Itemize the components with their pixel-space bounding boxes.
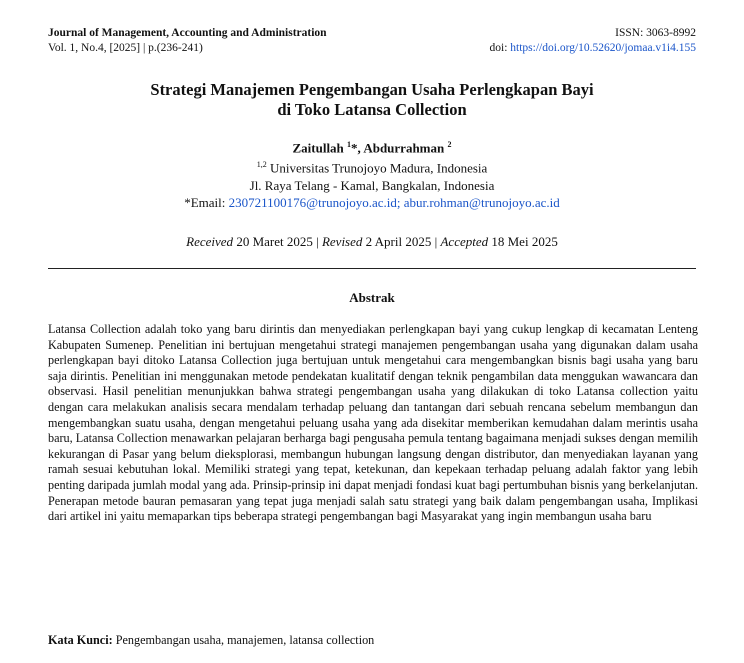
keywords (48, 633, 698, 649)
affiliation (48, 156, 696, 176)
email-1-link[interactable]: 230721100176@trunojoyo.ac.id; (228, 194, 401, 210)
doi-label: doi: (489, 42, 508, 54)
keywords-value: Pengembangan usaha, manajemen, latansa collection (115, 633, 375, 647)
doi (490, 41, 696, 56)
abstract-text: Latansa Collection adalah toko yang baru dirintis dan menyediakan perlengkapan bayi yang cukup lengkap di kecamatan Lenteng Kabupaten Sumenep. Penelitian ini bertujuan mengetahui strategi manajemen pengembangan usaha yang digunakan dalam usaha perlengkapan bayi ditoko Latansa Collection juga bertujuan untuk mengetahui cara mengembangkan bisnis bagi usaha yang baru saja dirintis. Penelitian ini menggunakan metode pendekatan kualitatif dengan teknik pengambilan data menggukan wawancara dan observasi. Hasil penelitian menunjukkan bahwa strategi pengembangan usaha yang dilakukan di toko Latansa collection yaitu dengan cara melakukan analisis secara mendalam terhadap peluang dan tantangan dari sebuah rencana sebelum membangun dan mengembangkan suatu usaha, dengan mengetahui peluang usaha yang ada disekitar memberikan kemudahan dalam merintis usaha baru, Latansa Collection menawarkan pelajaran berharga bagi pengusaha pemula tentang bagaimana menjadi sukses dengan memilih kekurangan di Pasar yang belum dieksplorasi, membangun hubungan langsung dengan distributor, dan menyediakan layanan yang ramah sesuai kebutuhan lokal. Memiliki strategi yang tepat, ketekunan, dan kepekaan terhadap peluang adalah faktor yang lebih penting daripada jumlah modal yang ada. Prinsip-prinsip ini dapat menjadi fondasi kuat bagi pertumbuhan bisnis yang berkelanjutan. Penerapan metode bauran pemasaran yang tepat juga menjadi salah satu strategi yang baik dalam pengembangan usaha, Implikasi dari artikel ini yaitu memaparkan tips beberapa strategi pengembangan bagi Masyarakat yang ingin membangun usaha baru (48, 322, 698, 524)
email-line (48, 194, 696, 211)
title-line-1: Strategi Manajemen Pengembangan Usaha Perlengkapan Bayi (150, 80, 594, 99)
submission-dates (48, 234, 696, 250)
corresponding-mark: * (351, 140, 358, 156)
email-label: *Email: (184, 194, 226, 210)
author-1: Zaitullah (292, 140, 344, 156)
paper-title (48, 80, 696, 120)
journal-name: Journal of Management, Accounting and Administration (48, 27, 327, 39)
doi-link[interactable]: https://doi.org/10.52620/jomaa.v1i4.155 (510, 42, 696, 54)
author-separator: , (357, 140, 364, 156)
author-2: Abdurrahman (363, 140, 445, 156)
date-separator-2: | (431, 234, 441, 249)
email-2-link[interactable]: abur.rohman@trunojoyo.ac.id (403, 194, 560, 210)
page-header (48, 26, 696, 56)
author-block (48, 136, 696, 211)
received-date: 20 Maret 2025 (236, 234, 313, 249)
author-2-sup: 2 (447, 140, 452, 149)
address: Jl. Raya Telang - Kamal, Bangkalan, Indonesia (249, 177, 495, 193)
volume-info: Vol. 1, No.4, [2025] | p.(236-241) (48, 42, 203, 54)
keywords-label: Kata Kunci: (48, 633, 113, 647)
revised-label: Revised (321, 234, 363, 249)
accepted-label: Accepted (440, 234, 489, 249)
date-separator-1: | (312, 234, 322, 249)
abstract-heading: Abstrak (349, 290, 395, 305)
affiliation-text: Universitas Trunojoyo Madura, Indonesia (269, 160, 488, 176)
revised-date: 2 April 2025 (365, 234, 432, 249)
author-names (48, 136, 696, 156)
abstract-body (48, 322, 698, 525)
accepted-date: 18 Mei 2025 (491, 234, 558, 249)
received-label: Received (186, 234, 234, 249)
issn: ISSN: 3063-8992 (615, 27, 696, 39)
affiliation-sup: 1,2 (256, 160, 267, 170)
author-1-sup: 1 (347, 140, 352, 149)
horizontal-rule (48, 268, 696, 269)
title-line-2: di Toko Latansa Collection (277, 100, 467, 119)
